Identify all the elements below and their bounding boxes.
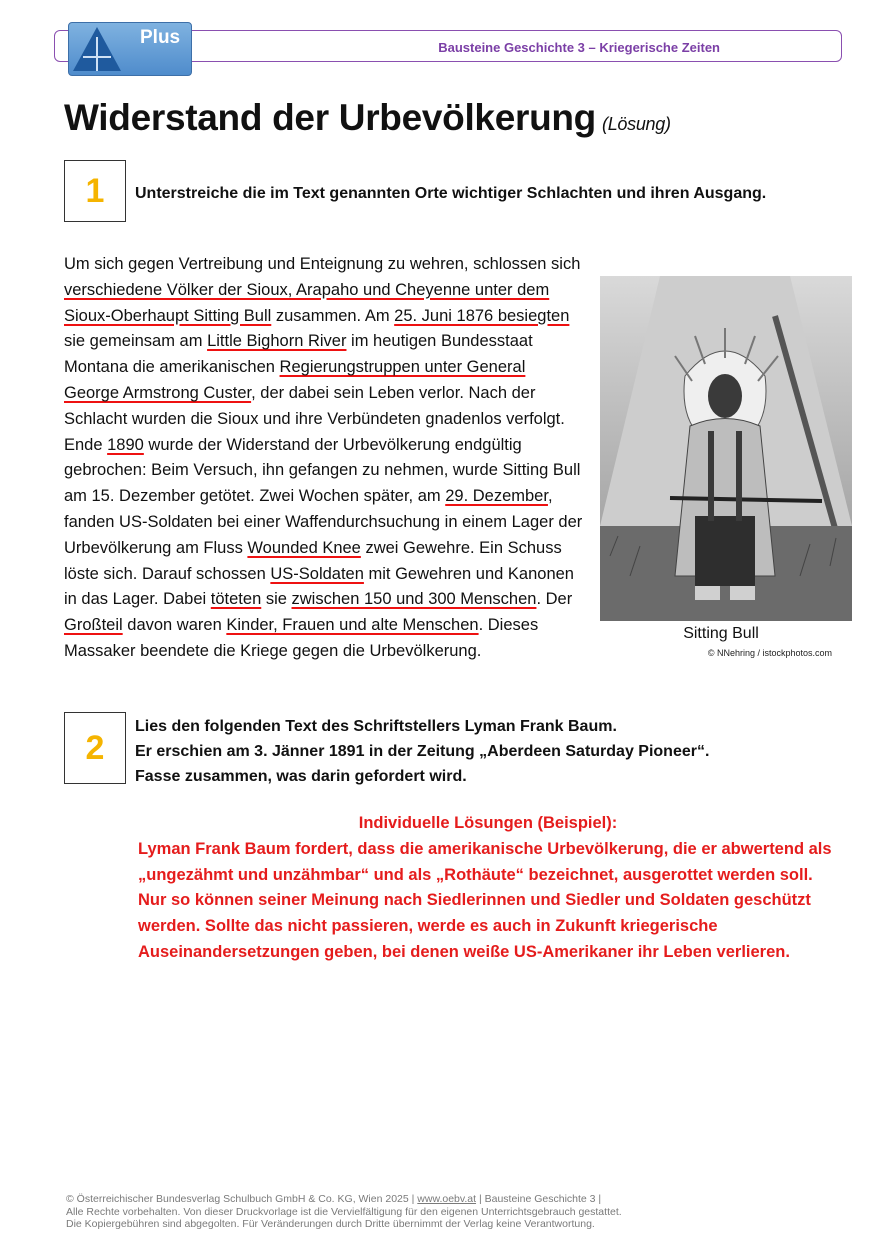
series-title: Bausteine Geschichte 3 – Kriegerische Zeiten xyxy=(438,40,720,55)
footer xyxy=(66,1193,622,1231)
passage-segment: wurde der Widerstand der Urbevölkerung endgültig gebrochen: Beim Versuch, ihn gefangen zu nehmen, wurde Sitting Bull am 15. Dezember getötet. Zwei Wochen später, am xyxy=(64,435,581,506)
underlined-phrase: Little Bighorn River xyxy=(207,332,347,351)
photo-credit: © NNehring / istockphotos.com xyxy=(707,648,832,658)
task1-number-box: 1 xyxy=(64,160,126,222)
solution-text: Lyman Frank Baum fordert, dass die amerikanische Urbevölkerung, die er abwertend als „ungezähmt und unzähmbar“ und als „Rothäute“ bezeichnet, ausgerottet werden soll. Nur so können seiner Meinung nach Siedlerinnen und Siedler und Soldaten geschützt werden. Sollte das nicht passieren, werde es auch in Zukunft kriegerische Auseinandersetzungen geben, bei denen weiße US-Amerikaner ihr Leben verlieren. xyxy=(138,839,832,961)
underlined-phrase: verschiedene Völker der Sioux, Arapaho und Cheyenne unter dem Sioux-Oberhaupt Sitting Bull xyxy=(64,280,550,325)
underlined-phrase: zwischen 150 und 300 Menschen xyxy=(291,590,537,609)
page-title-main: Widerstand der Urbevölkerung xyxy=(64,97,596,138)
underlined-phrase: 29. Dezember xyxy=(445,487,548,506)
passage-segment: sie gemeinsam am xyxy=(64,332,208,351)
logo-plus-text: Plus xyxy=(140,27,181,48)
underlined-phrase: Großteil xyxy=(64,616,123,635)
underlined-phrase: US-Soldaten xyxy=(270,564,364,583)
underlined-phrase: töteten xyxy=(210,590,262,609)
passage-segment: mit Gewehren und Kanonen in das Lager. Dabei xyxy=(64,564,574,609)
footer-line3: Die Kopiergebühren sind abgegolten. Für Veränderungen durch Dritte übernimmt der Verlag keine Verantwortung. xyxy=(66,1218,595,1230)
task2-line: Lies den folgenden Text des Schriftstellers Lyman Frank Baum. xyxy=(135,718,617,735)
passage-segment: Um sich gegen Vertreibung und Enteignung zu wehren, schlossen sich xyxy=(64,255,581,273)
footer-product: | Bausteine Geschichte 3 | xyxy=(476,1193,602,1205)
underlined-phrase: Kinder, Frauen und alte Menschen xyxy=(226,616,479,635)
publisher-link[interactable]: www.oebv.at xyxy=(417,1193,477,1205)
page-title xyxy=(64,97,671,139)
passage-text xyxy=(64,252,584,665)
task2-instruction xyxy=(135,714,709,789)
passage-segment: im heutigen Bundesstaat Montana die amerikanischen xyxy=(64,332,533,377)
underlined-phrase: Regierungstruppen unter General George Armstrong Custer xyxy=(64,358,526,402)
passage-segment: zwei Gewehre. Ein Schuss löste sich. Darauf schossen xyxy=(64,538,562,583)
passage-segment: zusammen. Am xyxy=(271,306,395,325)
task2-line: Er erschien am 3. Jänner 1891 in der Zeitung „Aberdeen Saturday Pioneer“. xyxy=(135,743,710,760)
task2-number-box: 2 xyxy=(64,712,126,784)
footer-copyright: © Österreichischer Bundesverlag Schulbuch GmbH & Co. KG, Wien 2025 | xyxy=(66,1193,418,1205)
task1-instruction: Unterstreiche die im Text genannten Orte wichtiger Schlachten und ihren Ausgang. xyxy=(135,185,767,202)
footer-line2: Alle Rechte vorbehalten. Von dieser Druckvorlage ist die Vervielfältigung für den eigenen Unterrichtsgebrauch gestattet. xyxy=(66,1205,622,1218)
underlined-phrase: Wounded Knee xyxy=(247,538,361,557)
passage-segment: , fanden US-Soldaten bei einer Waffendurchsuchung in einem Lager der Urbevölkerung am Fluss xyxy=(64,487,583,557)
passage-segment: . Der xyxy=(536,590,573,609)
passage-segment: , der dabei sein Leben verlor. Nach der Schlacht wurden die Sioux und ihre Verbündeten gnadenlos verfolgt. Ende xyxy=(64,383,565,454)
underlined-phrase: 1890 xyxy=(107,435,144,454)
sitting-bull-photo xyxy=(600,276,852,621)
underlined-phrase: 25. Juni 1876 besiegten xyxy=(394,306,570,325)
solution-block xyxy=(138,811,838,966)
solution-heading: Individuelle Lösungen (Beispiel): xyxy=(358,814,618,832)
task2-line: Fasse zusammen, was darin gefordert wird. xyxy=(135,768,467,785)
photo-caption: Sitting Bull xyxy=(683,625,759,642)
passage-segment: . Dieses Massaker beendete die Kriege gegen die Urbevölkerung. xyxy=(64,616,539,660)
footer-line1 xyxy=(66,1193,622,1206)
passage-segment: davon waren xyxy=(122,616,227,635)
passage-segment: sie xyxy=(261,590,292,609)
page-title-sub: (Lösung) xyxy=(602,114,671,134)
